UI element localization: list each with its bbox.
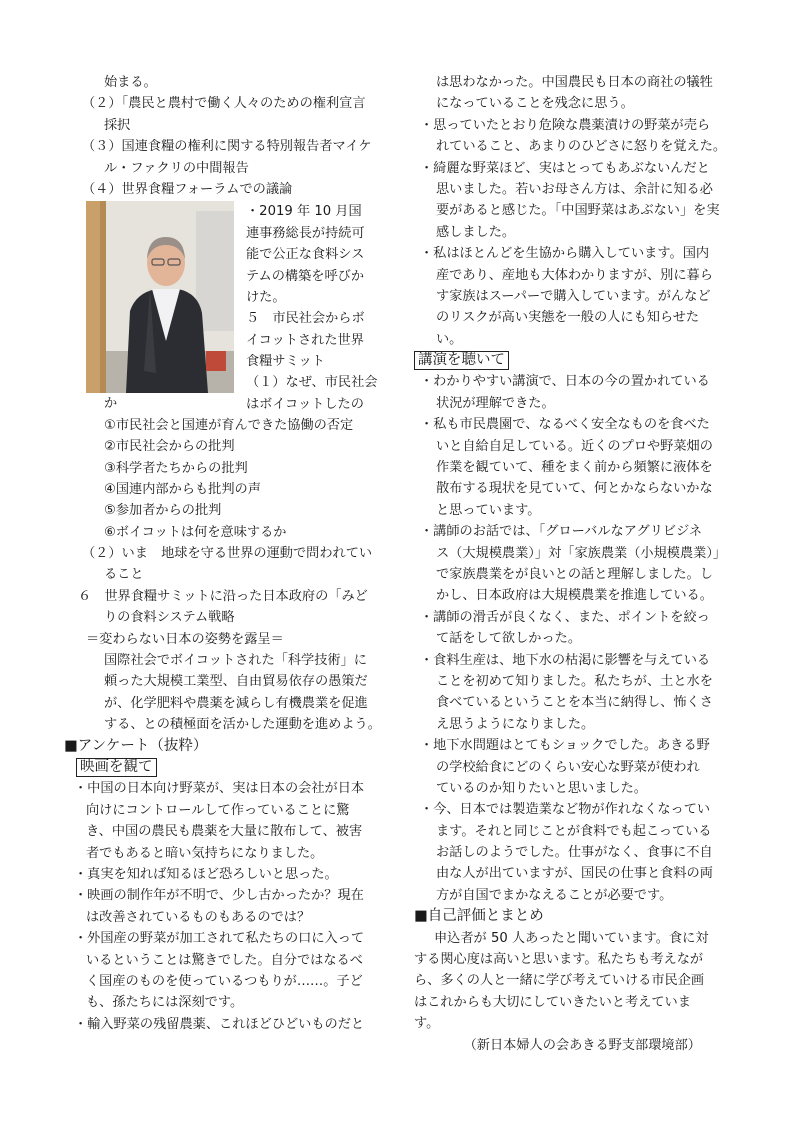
comment-line: ているのか知りたいと思いました。 <box>436 780 647 796</box>
comment-line: ・中国の日本向け野菜が、実は日本の会社が日本 <box>74 781 365 797</box>
comment-line: ・外国産の野菜が加工されて私たちの口に入って <box>74 931 365 947</box>
lecture-comments <box>414 371 739 906</box>
comment-line: の学校給食にどのくらい安心な野菜が使われ <box>436 759 700 775</box>
comment-line: ・講師の滑舌が良くなく、また、ポイントを絞っ <box>420 609 710 625</box>
comment-line: で家族農業をが良いとの話と理解しました。し <box>436 566 713 582</box>
comment-line: 者でもあると暗い気持ちになりました。 <box>86 845 324 861</box>
comment-line: 散布する現状を見ていて、何とかならないかな <box>436 481 713 497</box>
comment-line: ます。それと同じことが食料でも起こっている <box>436 823 712 839</box>
comment-line: ・わかりやすい講演で、日本の今の置かれている <box>420 374 710 390</box>
comment-line: 作業を観ていて、種をまく前から頻繁に液体を <box>436 460 713 476</box>
comment-line: ・綺麗な野菜ほど、実はとってもあぶないんだと <box>420 160 710 176</box>
comment-line: ・映画の制作年が不明で、少し古かったか？現在 <box>74 888 364 904</box>
comment-line: お話しのようでした。仕事がなく、食事に不自 <box>436 845 713 861</box>
text-line: （３）国連食糧の権利に関する特別報告者マイケ <box>82 139 372 155</box>
summary-line: する関心度は高いと思います。私たちも考えなが <box>414 952 704 968</box>
comment-line: ・私はほとんどを生協から購入しています。国内 <box>420 246 710 262</box>
left-outline-upper <box>64 72 396 200</box>
movie-comments <box>64 778 396 1035</box>
text-line: ⑤参加者からの批判 <box>104 503 222 519</box>
summary-line: 申込者が 50 人あったと聞いています。食に対 <box>434 930 709 946</box>
summary-line: ら、多くの人と一緒に学び考えていける市民企画 <box>414 973 705 989</box>
summary-paragraph <box>414 928 739 1035</box>
photo-side-line: 食糧サミット <box>246 354 325 370</box>
comment-line: 方が自国でまかなえることが必要です。 <box>436 887 673 903</box>
text-line: 国際社会でボイコットされた「科学技術」に <box>104 653 367 669</box>
comment-line: ・思っていたとおり危険な農薬漬けの野菜が売ら <box>420 117 711 133</box>
summary-line: す。 <box>414 1016 440 1032</box>
comment-line: ・真実を知れば知るほど恐ろしいと思った。 <box>74 866 338 882</box>
photo-side-line: イコットされた世界 <box>246 332 364 348</box>
comment-line: て話をして欲しかった。 <box>436 631 582 647</box>
summary-heading: ■自己評価とまとめ <box>414 908 544 925</box>
comment-line: と思っています。 <box>436 502 541 518</box>
text-line: ①市民社会と国連が育んできた協働の否定 <box>104 417 354 433</box>
comment-line: 状況が理解できた。 <box>436 395 555 411</box>
signature: （新日本婦人の会あきる野支部環境部） <box>463 1037 701 1053</box>
left-outline-lower <box>64 393 396 735</box>
comment-line: ・私も市民農園で、なるべく安全なものを食べた <box>420 417 710 433</box>
text-line: りの食料システム戦略 <box>104 610 235 626</box>
comment-line: ・輸入野菜の残留農薬、これほどひどいものだと <box>74 1016 365 1032</box>
photo-side-text <box>246 201 396 412</box>
comment-line: は思わなかった。中国農民も日本の商社の犠牲 <box>436 75 713 90</box>
text-line: 頼った大規模工業型、自由貿易依存の愚策だ <box>104 674 368 690</box>
text-line: ６ 世界食糧サミットに沿った日本政府の「みど <box>78 588 368 604</box>
comment-line: かし、日本政府は大規模農業を推進している。 <box>436 588 713 604</box>
text-line: か <box>104 396 118 412</box>
photo-side-line: （１）なぜ、市民社会 <box>246 375 378 391</box>
comment-line: になっていることを残念に思う。 <box>436 96 634 112</box>
photo-block <box>64 201 396 412</box>
comment-line: 食べているということを本当に納得し、怖くさ <box>436 695 713 711</box>
comment-line: も、孫たちには深刻です。 <box>86 995 244 1011</box>
comment-line: いと自給自足している。近くのプロや野菜畑の <box>436 438 713 454</box>
text-line: ること <box>104 567 144 583</box>
comment-line: いるということは驚きでした。自分ではなるべ <box>86 952 363 968</box>
text-line: ル・ファクリの中間報告 <box>104 160 249 176</box>
comment-line: す家族はスーパーで購入しています。がんなど <box>436 288 711 304</box>
comment-line: れていること、あまりのひどさに怒りを覚えた。 <box>436 139 727 155</box>
movie-heading: 映画を観て <box>76 758 157 777</box>
photo-side-line: ・2019 年 10 月国 <box>246 204 362 220</box>
comment-line: き、中国の農民も農薬を大量に散布して、被害 <box>86 824 363 840</box>
photo-side-line: けた。 <box>246 289 286 305</box>
comment-line: 要があると感じた。「中国野菜はあぶない」を実 <box>436 203 720 219</box>
photo-side-line: はボイコットしたの <box>246 396 364 412</box>
comment-line: ・今、日本では製造業など物が作れなくなってい <box>420 802 711 818</box>
comment-line: ス（大規模農業）」対「家族農業（小規模農業）」 <box>436 545 727 561</box>
text-line: ＝変わらない日本の姿勢を露呈＝ <box>86 631 284 647</box>
comment-line: え思うようになりました。 <box>436 716 595 732</box>
comment-line: のリスクが高い実態を一般の人にも知らせた <box>436 310 700 326</box>
comment-line: 産であり、産地も大体わかりますが、別に暮ら <box>436 267 713 283</box>
comment-line: い。 <box>436 331 463 347</box>
comment-line: ・講師のお話では、「グローバルなアグリビジネ <box>420 524 703 540</box>
comment-line: 向けにコントロールして作っていることに驚 <box>86 802 350 818</box>
comment-line: ・地下水問題はとてもショックでした。あきる野 <box>420 738 710 754</box>
comment-line: 感しました。 <box>436 224 516 240</box>
text-line: （２）「農民と農村で働く人々のための権利宣言 <box>82 96 366 112</box>
text-line: ③科学者たちからの批判 <box>104 460 248 476</box>
comment-line: 由な人が出ていますが、国民の仕事と食料の両 <box>436 866 713 882</box>
comment-line: ・食料生産は、地下水の枯渇に影響を与えている <box>420 652 711 668</box>
text-line: 採択 <box>104 117 131 133</box>
text-line: （２）いま 地球を守る世界の運動で問われてい <box>82 546 373 562</box>
comment-line: 思いました。若いお母さん方は、余計に知る必 <box>436 181 713 197</box>
comment-line: く国産のものを使っているつもりが……。子ど <box>86 973 363 989</box>
text-line: する、との積極面を活かした運動を進めよう。 <box>104 717 381 733</box>
text-line: ⑥ボイコットは何を意味するか <box>104 524 287 540</box>
survey-heading: ■アンケート（抜粋） <box>64 737 208 754</box>
text-line: 始まる。 <box>104 75 157 90</box>
summary-line: はこれからも大切にしていきたいと考えていま <box>414 994 691 1010</box>
comment-line: は改善されているものもあるのでは？ <box>86 909 311 925</box>
lecture-heading: 講演を聴いて <box>414 351 509 370</box>
photo-side-line: 能で公正な食料シス <box>246 247 365 263</box>
movie-comments-continued <box>414 72 739 350</box>
photo-side-line: 連事務総長が持続可 <box>246 225 365 241</box>
text-line: ④国連内部からも批判の声 <box>104 481 261 497</box>
left-column <box>64 72 396 1035</box>
photo-side-line: テムの構築を呼びか <box>246 268 365 284</box>
photo-side-line: ５ 市民社会からボ <box>246 311 365 327</box>
right-column <box>414 72 739 1056</box>
text-line: が、化学肥料や農薬を減らし有機農業を促進 <box>104 695 368 711</box>
comment-line: ことを初めて知りました。私たちが、土と水を <box>436 673 713 689</box>
speaker-photo <box>86 201 234 393</box>
text-line: ②市民社会からの批判 <box>104 439 235 455</box>
text-line: （４）世界食糧フォーラムでの議論 <box>82 181 293 197</box>
